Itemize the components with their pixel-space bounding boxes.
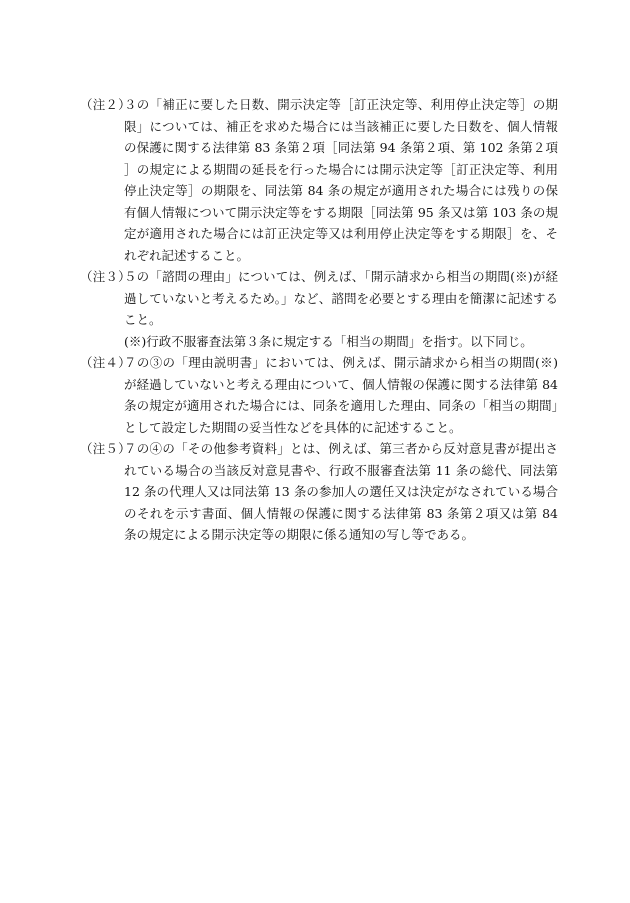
note-body [124,266,558,352]
note-footnote: (※)行政不服審査法第３条に規定する「相当の期間」を指す。以下同じ。 [124,333,533,349]
note-label: （注４） [80,355,131,370]
note-text: ７の④の「その他参考資料」とは、例えば、第三者から反対意見書が提出されている場合の当該反対意見書や、行政不服審査法第 11 条の総代、同法第 12 条の代理人又は同法第 13 条の参加人の選任又は決定がなされている場合のそれを示す書面、個人情報の保護に関する法律第 83 条第２項又は第 84 条の規定による開示決定等の期限に係る通知の写し等である。 [124,441,558,542]
note-label: （注３） [80,269,131,284]
note-label: （注２） [80,97,131,112]
note-label: （注５） [80,441,131,456]
note-2 [80,94,558,266]
note-text: ７の③の「理由説明書」においては、例えば、開示請求から相当の期間(※)が経過していないと考える理由について、個人情報の保護に関する法律第 84 条の規定が適用された場合には、同条を適用した理由、同条の「相当の期間」として設定した期間の妥当性などを具体的に記述すること。 [124,355,558,435]
note-3 [80,266,558,352]
note-text: ３の「補正に要した日数、開示決定等［訂正決定等、利用停止決定等］の期限」については、補正を求めた場合には当該補正に要した日数を、個人情報の保護に関する法律第 83 条第２項［同法第 94 条第２項、第 102 条第２項］の規定による期間の延長を行った場合には開示決定等［訂正決定等、利用停止決定等］の期限を、同法第 84 条の規定が適用された場合には残りの保有個人情報について開示決定等をする期限［同法第 95 条又は第 103 条の規定が適用された場合には訂正決定等又は利用停止決定等をする期限］を、それぞれ記述すること。 [124,97,558,263]
note-4 [80,352,558,438]
notes-section [80,94,558,546]
note-text: ５の「諮問の理由」については、例えば、「開示請求から相当の期間(※)が経過していないと考えるため。」など、諮問を必要とする理由を簡潔に記述すること。 [124,269,558,327]
note-5 [80,438,558,546]
